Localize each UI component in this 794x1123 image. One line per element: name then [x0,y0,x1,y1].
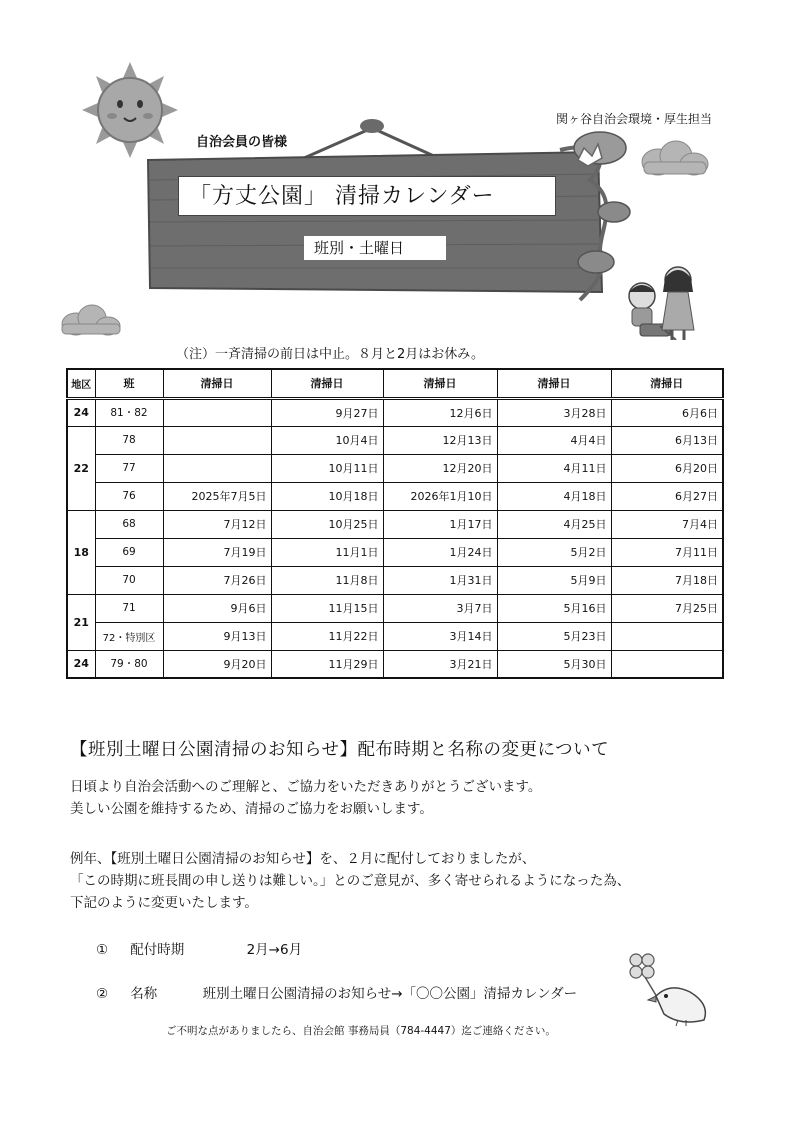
notice-line: 下記のように変更いたします。 [70,895,258,911]
header-date: 清掃日 [611,369,723,398]
group-cell: 78 [95,426,163,454]
table-row [67,398,723,426]
date-cell: 9月20日 [163,650,271,678]
date-cell: 12月20日 [383,454,497,482]
header-group: 班 [95,369,163,398]
notice-paragraph-2 [70,848,630,914]
group-cell: 72・特別区 [95,622,163,650]
change-item-2 [96,982,577,1002]
date-cell: 5月23日 [497,622,611,650]
date-cell: 5月9日 [497,566,611,594]
page-subtitle: 班別・土曜日 [304,236,446,260]
bird-with-flower-icon [620,948,720,1028]
table-row [67,622,723,650]
children-cleaning-icon [629,267,694,340]
date-cell: 7月4日 [611,510,723,538]
table-row [67,566,723,594]
item-label: 配付時期 [130,942,185,958]
date-cell: 4月4日 [497,426,611,454]
date-cell: 10月11日 [271,454,383,482]
date-cell: 1月17日 [383,510,497,538]
table-row [67,594,723,622]
notice-line: 例年、【班別土曜日公園清掃のお知らせ】を、２月に配付しておりましたが、 [70,851,536,867]
date-cell: 6月6日 [611,398,723,426]
area-cell: 21 [67,594,95,650]
item-value: 班別土曜日公園清掃のお知らせ→「〇〇公園」清掃カレンダー [202,986,578,1002]
group-cell: 76 [95,482,163,510]
group-cell: 77 [95,454,163,482]
area-cell: 22 [67,426,95,510]
group-cell: 79・80 [95,650,163,678]
cloud-icon [642,141,708,175]
date-cell: 6月13日 [611,426,723,454]
group-cell: 69 [95,538,163,566]
area-cell: 24 [67,650,95,678]
date-cell [611,622,723,650]
date-cell: 1月31日 [383,566,497,594]
sun-icon [82,62,178,158]
table-row [67,510,723,538]
wooden-sign [148,152,602,292]
date-cell: 2026年1月10日 [383,482,497,510]
date-cell: 11月1日 [271,538,383,566]
date-cell: 5月2日 [497,538,611,566]
date-cell: 9月27日 [271,398,383,426]
schedule-note: （注）一斉清掃の前日は中止。８月と2月はお休み。 [176,347,485,362]
date-cell: 5月16日 [497,594,611,622]
date-cell: 10月4日 [271,426,383,454]
date-cell: 6月27日 [611,482,723,510]
table-row [67,426,723,454]
cloud-icon [62,305,120,335]
header-area: 地区 [67,369,95,398]
date-cell: 4月11日 [497,454,611,482]
header-date: 清掃日 [497,369,611,398]
table-header-row [67,369,723,398]
group-cell: 68 [95,510,163,538]
date-cell [163,426,271,454]
date-cell: 3月21日 [383,650,497,678]
notice-title: 【班別土曜日公園清掃のお知らせ】配布時期と名称の変更について [70,740,610,760]
group-cell: 70 [95,566,163,594]
table-row [67,538,723,566]
date-cell: 3月7日 [383,594,497,622]
item-number: ① [96,942,109,958]
date-cell: 9月6日 [163,594,271,622]
table-row [67,482,723,510]
date-cell: 10月25日 [271,510,383,538]
date-cell: 3月28日 [497,398,611,426]
date-cell: 11月15日 [271,594,383,622]
date-cell: 11月22日 [271,622,383,650]
date-cell [611,650,723,678]
item-value: 2月→6月 [246,942,303,958]
date-cell: 7月25日 [611,594,723,622]
header-date: 清掃日 [271,369,383,398]
date-cell: 7月12日 [163,510,271,538]
item-label: 名称 [130,986,158,1002]
change-item-1 [96,938,302,958]
area-cell: 24 [67,398,95,426]
date-cell: 11月8日 [271,566,383,594]
notice-line: 「この時期に班長間の申し送りは難しい。」とのご意見が、多く寄せられるようになった為、 [70,873,631,889]
area-cell: 18 [67,510,95,594]
date-cell [163,398,271,426]
date-cell: 5月30日 [497,650,611,678]
date-cell [163,454,271,482]
table-row [67,454,723,482]
date-cell: 1月24日 [383,538,497,566]
greeting: 自治会員の皆様 [196,135,288,150]
date-cell: 7月26日 [163,566,271,594]
date-cell: 6月20日 [611,454,723,482]
notice-line: 日頃より自治会活動へのご理解と、ご協力をいただきありがとうございます。 [70,779,542,795]
header-date: 清掃日 [383,369,497,398]
date-cell: 7月19日 [163,538,271,566]
header-illustration [0,0,794,340]
header-date: 清掃日 [163,369,271,398]
notice-paragraph-1 [70,776,541,820]
date-cell: 12月13日 [383,426,497,454]
group-cell: 81・82 [95,398,163,426]
department-label: 関ヶ谷自治会環境・厚生担当 [556,112,713,126]
date-cell: 4月25日 [497,510,611,538]
date-cell: 10月18日 [271,482,383,510]
date-cell: 7月11日 [611,538,723,566]
cleaning-schedule-table [66,368,724,679]
date-cell: 12月6日 [383,398,497,426]
date-cell: 2025年7月5日 [163,482,271,510]
item-number: ② [96,986,109,1002]
date-cell: 9月13日 [163,622,271,650]
notice-line: 美しい公園を維持するため、清掃のご協力をお願いします。 [70,801,433,817]
date-cell: 4月18日 [497,482,611,510]
date-cell: 3月14日 [383,622,497,650]
date-cell: 11月29日 [271,650,383,678]
group-cell: 71 [95,594,163,622]
date-cell: 7月18日 [611,566,723,594]
page-title: 「方丈公園」 清掃カレンダー [178,176,556,216]
contact-footer: ご不明な点がありましたら、自治会館 事務局員（784-4447）迄ご連絡ください。 [166,1025,556,1037]
table-row [67,650,723,678]
